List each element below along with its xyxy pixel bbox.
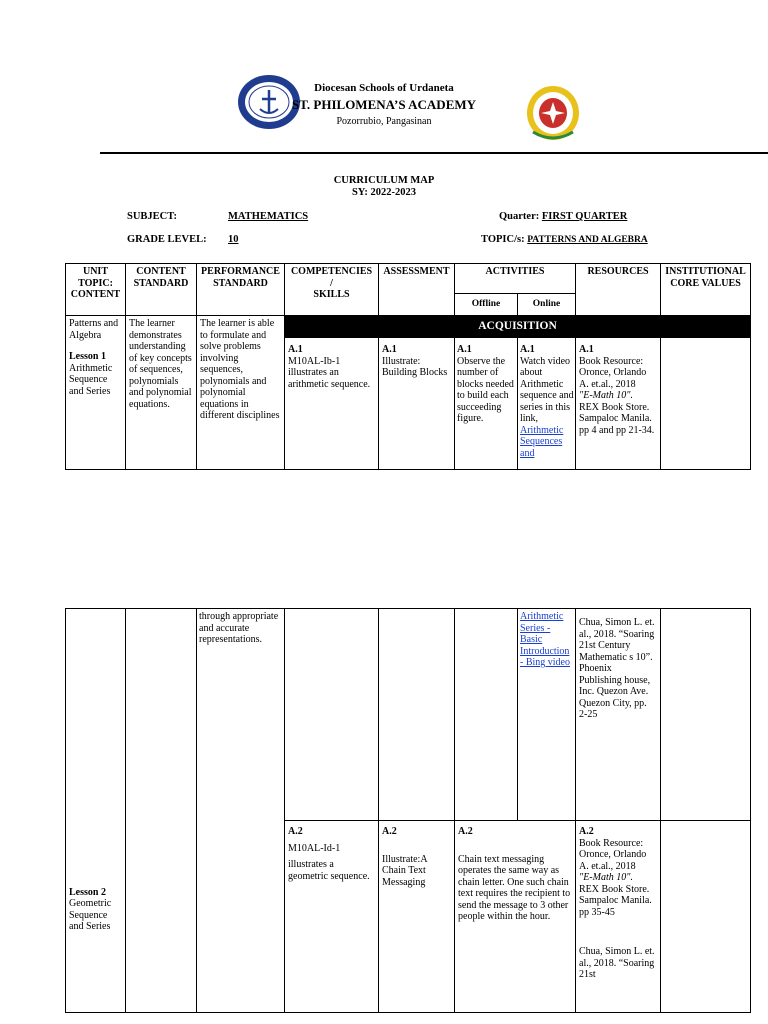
competencies-slash: / — [330, 277, 333, 289]
acquisition-banner: ACQUISITION — [285, 316, 751, 338]
lesson-1-title: Arithmetic Sequence and Series — [69, 362, 113, 397]
resources-a1-code: A.1 — [579, 344, 594, 355]
competencies-label: COMPETENCIES — [290, 266, 373, 277]
offline-a1-code: A.1 — [457, 344, 472, 355]
curriculum-map-title — [0, 175, 768, 199]
competency-a2-cell — [285, 821, 379, 1013]
grade-value: 10 — [228, 234, 239, 245]
unit-topic-header: UNIT TOPIC: CONTENT — [66, 264, 126, 316]
performance-standard-cell: The learner is able to formulate and solve problems involving sequences, polynomials and polynomial equations in different disciplines — [197, 316, 285, 470]
school-location: Pozorrubio, Pangasinan — [336, 116, 432, 127]
offline-a1-text: Observe the number of blocks needed to build each succeeding figure. — [457, 355, 514, 424]
curriculum-table-page1 — [65, 263, 751, 470]
unit-topic-text: Patterns and Algebra — [69, 318, 119, 341]
topic-value: PATTERNS AND ALGEBRA — [527, 235, 648, 245]
assessment-a1-text: Illustrate: Building Blocks — [382, 355, 448, 378]
resources-a1-title: "E-Math 10". — [579, 390, 633, 401]
assessment-cont-cell — [379, 609, 455, 821]
performance-standard-cont-cell: through appropriate and accurate representations. — [197, 609, 285, 1013]
core-values-cont-cell — [661, 609, 751, 821]
resources-a1-book: Book Resource: Oronce, Orlando A. et.al., 2018 — [579, 355, 647, 390]
resources-cont-cell — [576, 609, 661, 821]
resources-soaring-21st: Chua, Simon L. et. al., 2018. “Soaring 21st Century Mathematic s 10”. Phoenix Publishing house, Inc. Quezon Ave. Quezon City, pp. 2-25 — [579, 617, 655, 720]
activities-header: ACTIVITIES — [455, 264, 576, 294]
competency-a1-text: M10AL-Ib-1 illustrates an arithmetic sequence. — [288, 355, 371, 390]
unit-topic-cell — [66, 316, 126, 470]
quarter-label: Quarter: — [499, 211, 540, 222]
online-cont-cell — [518, 609, 576, 821]
offline-cont-cell — [455, 609, 518, 821]
resources-a2-title: "E-Math 10". — [579, 872, 633, 883]
lesson-2-cell — [66, 609, 126, 1013]
resources-a2-book: Book Resource: Oronce, Orlando A. et.al., 2018 — [579, 837, 647, 872]
lesson-2-title: Geometric Sequence and Series — [69, 898, 112, 932]
content-standard-cell: The learner demonstrates understanding of key concepts of sequences, polynomials and polynomial equations. — [126, 316, 197, 470]
resources-a2-publisher: REX Book Store. Sampaloc Manila. pp 35-45 — [579, 883, 652, 918]
competency-a2-code: A.2 — [288, 826, 303, 837]
core-values-a1-cell — [661, 338, 751, 470]
resources-a1-cell — [576, 338, 661, 470]
assessment-a1-code: A.1 — [382, 344, 397, 355]
map-title: CURRICULUM MAP — [333, 175, 435, 186]
school-year: SY: 2022-2023 — [351, 187, 417, 198]
topic-field — [481, 234, 648, 245]
online-a1-cell — [518, 338, 576, 470]
assessment-a1-cell — [379, 338, 455, 470]
grade-label: GRADE LEVEL: — [127, 234, 207, 245]
competencies-header — [285, 264, 379, 316]
subject-label: SUBJECT: — [127, 211, 177, 222]
school-seal-logo — [520, 84, 586, 142]
activity-a2-text: Chain text messaging operates the same way as chain letter. One such chain text requires the recipient to send the message to 3 other people within the hour. — [458, 853, 571, 922]
competency-a1-code: A.1 — [288, 344, 303, 355]
school-name: ST. PHILOMENA’S ACADEMY — [291, 97, 477, 112]
competency-a2-text: illustrates a geometric sequence. — [288, 859, 370, 882]
assessment-a2-code: A.2 — [382, 826, 397, 837]
resources-a2-soaring: Chua, Simon L. et. al., 2018. “Soaring 21st — [579, 946, 655, 980]
resources-a2-cell — [576, 821, 661, 1013]
assessment-a2-text: Illustrate:A Chain Text Messaging — [382, 853, 427, 888]
diocese-name: Diocesan Schools of Urdaneta — [314, 82, 454, 94]
topic-label: TOPIC/s: — [481, 234, 525, 245]
subject-value: MATHEMATICS — [228, 211, 309, 222]
activity-a2-cell — [455, 821, 576, 1013]
arithmetic-series-bing-video-link[interactable]: Arithmetic Series - Basic Introduction - Bing video — [520, 611, 570, 668]
resources-a2-code: A.2 — [579, 826, 594, 837]
core-values-header: INSTITUTIONAL CORE VALUES — [661, 264, 751, 316]
online-header: Online — [518, 294, 576, 316]
quarter-field — [499, 211, 627, 222]
content-standard-cont-cell — [126, 609, 197, 1013]
activity-a2-code: A.2 — [458, 826, 473, 837]
performance-standard-header: PERFORMANCE STANDARD — [197, 264, 285, 316]
offline-a1-cell — [455, 338, 518, 470]
lesson-2-label: Lesson 2 — [69, 886, 106, 898]
competency-a1-cell — [285, 338, 379, 470]
assessment-a2-cell — [379, 821, 455, 1013]
arithmetic-sequences-link[interactable]: Arithmetic Sequences and — [520, 424, 564, 459]
assessment-header: ASSESSMENT — [379, 264, 455, 316]
online-a1-code: A.1 — [520, 344, 535, 355]
resources-header: RESOURCES — [576, 264, 661, 316]
competency-cont-cell — [285, 609, 379, 821]
core-values-a2-cell — [661, 821, 751, 1013]
competency-a2-code-text: M10AL-Id-1 — [288, 842, 341, 854]
online-a1-text: Watch video about Arithmetic sequence and series in this link, — [520, 355, 574, 424]
content-standard-header: CONTENT STANDARD — [126, 264, 197, 316]
curriculum-table-page2 — [65, 608, 751, 1013]
header-divider — [100, 152, 768, 154]
quarter-value: FIRST QUARTER — [541, 211, 628, 222]
offline-header: Offline — [455, 294, 518, 316]
resources-a1-publisher: REX Book Store. Sampaloc Manila. pp 4 and pp 21-34. — [579, 401, 655, 436]
lesson-1-label: Lesson 1 — [69, 351, 106, 362]
skills-label: SKILLS — [313, 289, 350, 300]
